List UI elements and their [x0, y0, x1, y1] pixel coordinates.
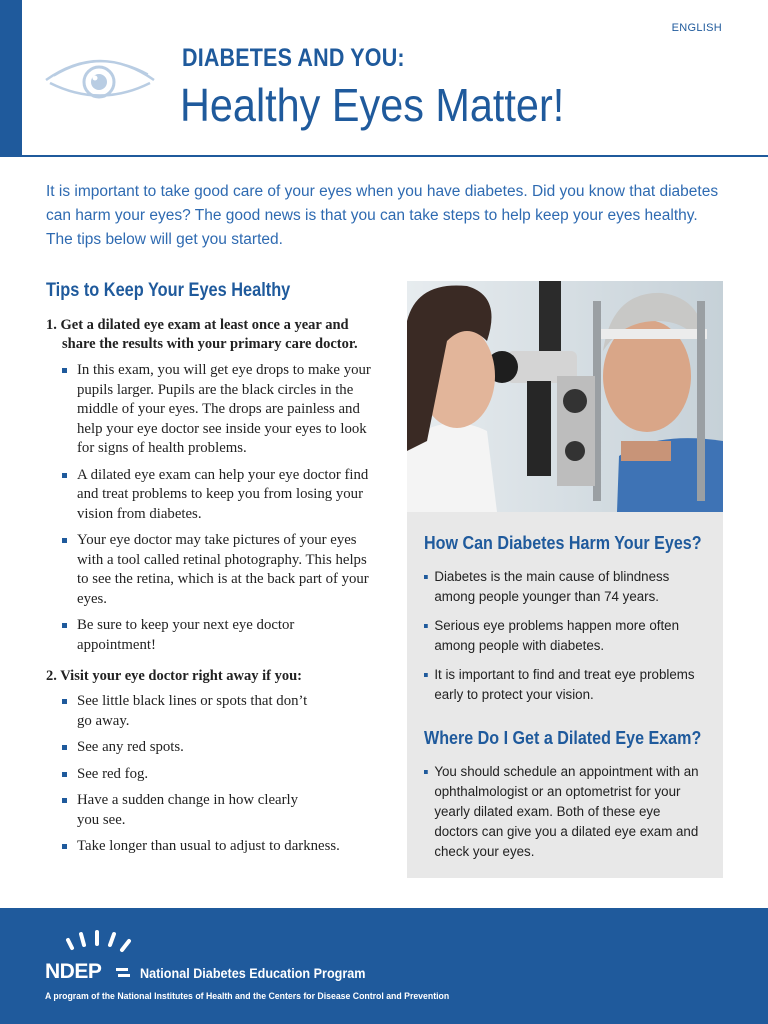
- sidebar-heading: How Can Diabetes Harm Your Eyes?: [424, 532, 702, 553]
- list-item: Have a sudden change in how clearly you see.: [60, 791, 310, 830]
- list-item: Diabetes is the main cause of blindness among people younger than 74 years.: [424, 567, 706, 607]
- program-name: National Diabetes Education Program: [140, 965, 366, 981]
- list-item: A dilated eye exam can help your eye doctor find and treat problems to keep you from losing your vision from diabetes.: [60, 466, 376, 525]
- tip-item-title: 1. Get a dilated eye exam at least once a year and share the results with your primary care doctor.: [46, 317, 358, 352]
- page-title: Healthy Eyes Matter!: [180, 79, 565, 131]
- list-item: Be sure to keep your next eye doctor appointment!: [60, 616, 376, 655]
- eye-icon: [44, 50, 156, 106]
- list-item: Serious eye problems happen more often among people with diabetes.: [424, 616, 706, 656]
- sidebar-section-exam: [424, 727, 707, 862]
- info-sidebar: [407, 512, 723, 878]
- tip-item-2: [46, 667, 376, 857]
- list-item: It is important to find and treat eye problems early to protect your vision.: [424, 665, 706, 705]
- intro-paragraph: It is important to take good care of your eyes when you have diabetes. Did you know that diabetes can harm your eyes? The good news is that you can take steps to help keep your eyes healthy. The tips below will get you started.: [46, 183, 719, 248]
- tip-item-title: 2. Visit your eye doctor right away if you:: [46, 668, 303, 684]
- program-tagline: A program of the National Institutes of Health and the Centers for Disease Control and Prevention: [45, 990, 450, 1001]
- list-item: See red fog.: [60, 765, 376, 785]
- tip-bullet-list: [60, 692, 376, 857]
- list-item: In this exam, you will get eye drops to make your pupils larger. Pupils are the black circles in the middle of your eyes. The drops are painless and help your eye doctor see inside your eyes to look for signs of health problems.: [60, 361, 376, 459]
- ndep-logo-text: NDEP: [45, 960, 102, 983]
- sidebar-bullet-list: [424, 567, 707, 705]
- list-item: Take longer than usual to adjust to darkness.: [60, 837, 376, 857]
- ndep-dash-icon: [116, 965, 130, 979]
- sidebar-bullet-list: [424, 762, 707, 862]
- footer: [0, 908, 768, 1024]
- list-item: See little black lines or spots that don’t go away.: [60, 692, 310, 731]
- sidebar-heading: Where Do I Get a Dilated Eye Exam?: [424, 727, 702, 748]
- list-item: See any red spots.: [60, 738, 376, 758]
- tips-column: [46, 280, 376, 857]
- language-label[interactable]: ENGLISH: [671, 22, 722, 34]
- list-item: You should schedule an appointment with an ophthalmologist or an optometrist for your yearly dilated exam. Both of these eye doctors can give you a dilated eye exam and check your eyes.: [424, 762, 706, 862]
- sidebar-section-harm: [424, 532, 707, 705]
- header-kicker: DIABETES AND YOU:: [182, 44, 405, 72]
- header-accent-bar: [0, 0, 22, 157]
- tip-bullet-list: [60, 361, 376, 655]
- list-item: Your eye doctor may take pictures of your eyes with a tool called retinal photography. This helps to see the retina, which is at the back part of your eyes.: [60, 531, 376, 609]
- eye-exam-photo: [407, 281, 723, 512]
- tips-heading: Tips to Keep Your Eyes Healthy: [46, 280, 291, 301]
- tip-item-1: [46, 316, 376, 655]
- header-divider: [22, 155, 768, 157]
